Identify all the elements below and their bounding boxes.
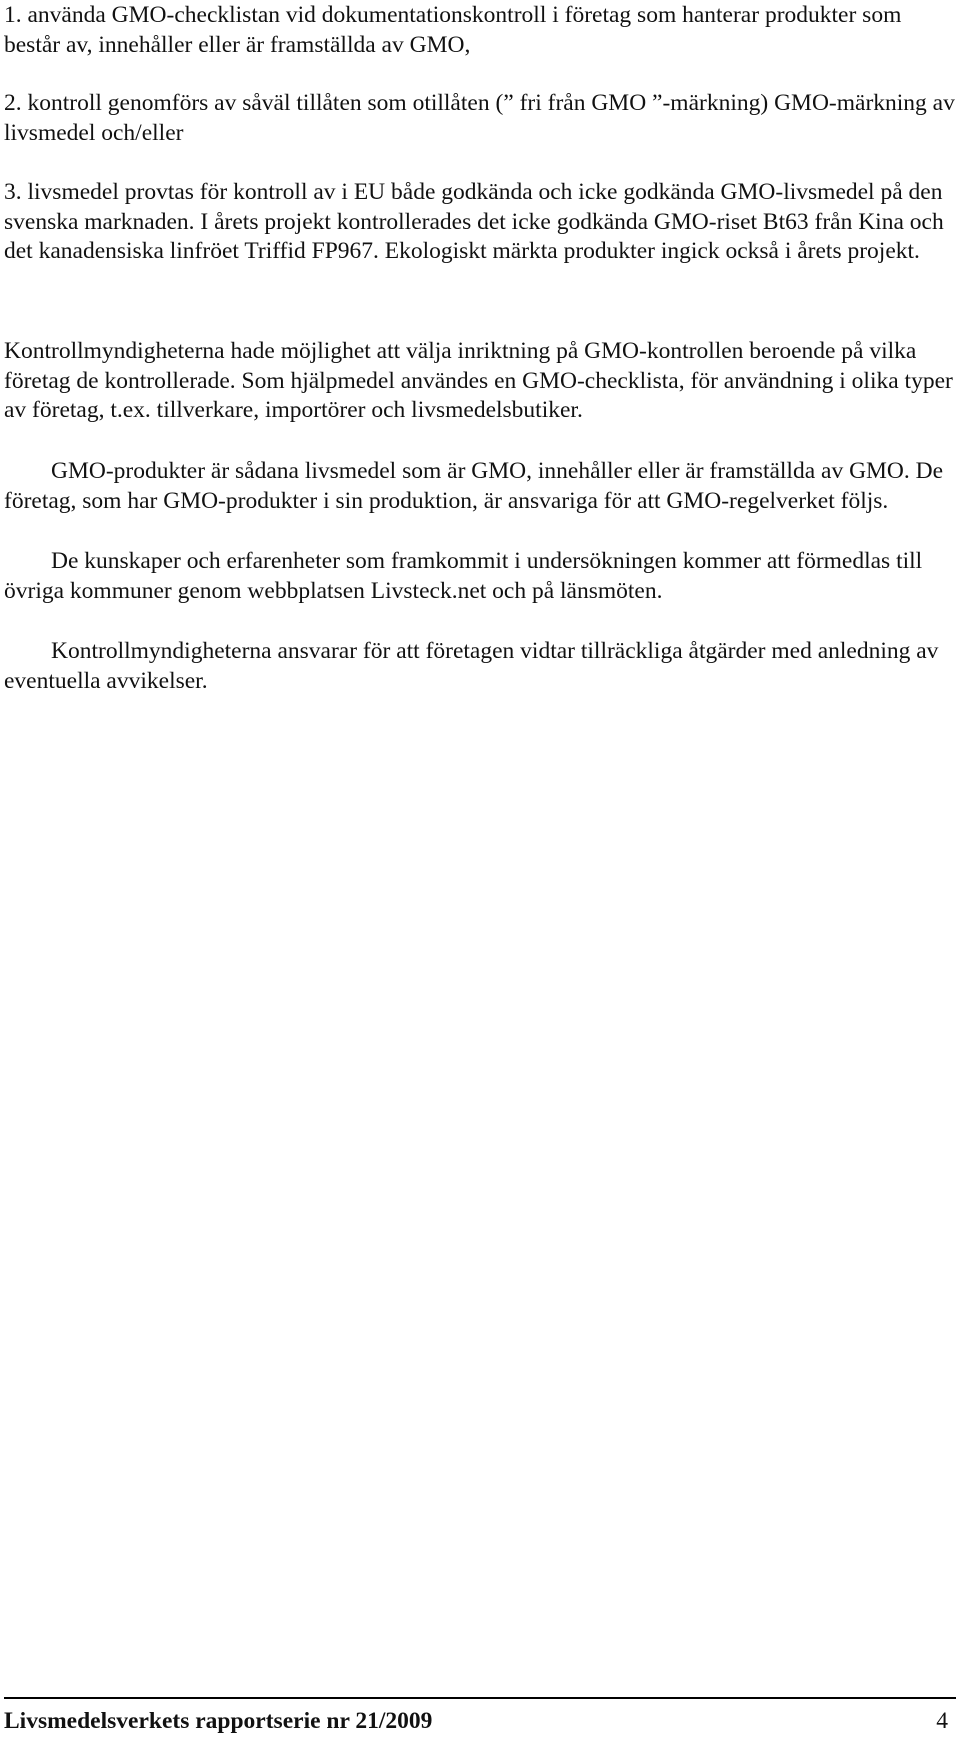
footer-divider [4, 1697, 956, 1699]
paragraph-gmo-products: GMO-produkter är sådana livsmedel som är GMO, innehåller eller är framställda av GMO. De företag, som har GMO-produkter i sin produktion, är ansvariga för att GMO-regelverket följs. [4, 458, 944, 514]
footer-report-series: Livsmedelsverkets rapportserie nr 21/2009 [4, 1708, 433, 1734]
document-page [4, 0, 956, 1739]
footer-page-number: 4 [936, 1708, 948, 1734]
paragraph-responsibility: Kontrollmyndigheterna ansvarar för att företagen vidtar tillräckliga åtgärder med anledning av eventuella avvikelser. [4, 638, 939, 694]
list-item-1: 1. använda GMO-checklistan vid dokumentationskontroll i företag som hanterar produkter som består av, innehåller eller är framställda av GMO, [4, 2, 902, 58]
paragraph-knowledge-sharing: De kunskaper och erfarenheter som framkommit i undersökningen kommer att förmedlas till övriga kommuner genom webbplatsen Livsteck.net och på länsmöten. [4, 548, 923, 604]
list-item-2: 2. kontroll genomförs av såväl tillåten som otillåten (” fri från GMO ”-märkning) GMO-märkning av livsmedel och/eller [4, 90, 955, 146]
paragraph-control-focus: Kontrollmyndigheterna hade möjlighet att välja inriktning på GMO-kontrollen beroende på vilka företag de kontrollerade. Som hjälpmedel användes en GMO-checklista, för användning i olika typer av företag, t.ex. tillverkare, importörer och livsmedelsbutiker. [4, 338, 953, 423]
list-item-3: 3. livsmedel provtas för kontroll av i EU både godkända och icke godkända GMO-livsmedel på den svenska marknaden. I årets projekt kontrollerades det icke godkända GMO-riset Bt63 från Kina och det kanadensiska linfröet Triffid FP967. Ekologiskt märkta produkter ingick också i årets projekt. [4, 179, 944, 264]
